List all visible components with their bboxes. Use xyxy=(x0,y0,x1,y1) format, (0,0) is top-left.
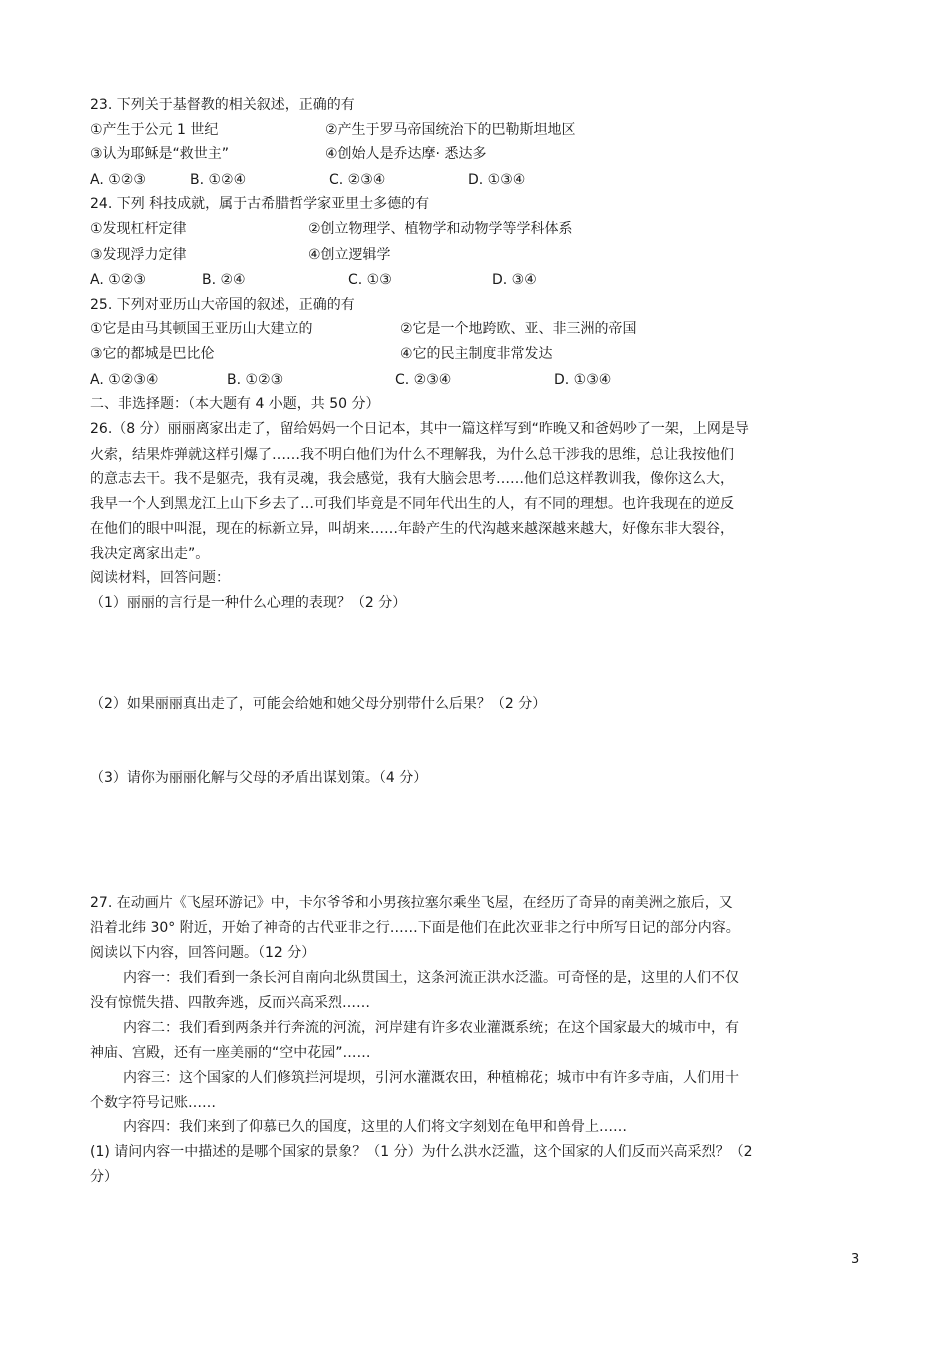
q26-subquestion-1: （1）丽丽的言行是一种什么心理的表现？（2 分） xyxy=(90,595,407,611)
q25-choice-d: D. ①③④ xyxy=(554,372,612,388)
q25-option-4: ④它的民主制度非常发达 xyxy=(400,346,553,362)
q23-option-3: ③认为耶稣是“救世主” xyxy=(90,146,230,162)
q27-content-2-a: 内容二：我们看到两条并行奔流的河流，河岸建有许多农业灌溉系统；在这个国家最大的城市中，有 xyxy=(123,1020,739,1036)
q26-line-5: 在他们的眼中叫混，现在的标新立异，叫胡来……年龄产生的代沟越来越深越来越大，好像东非大裂谷， xyxy=(90,521,734,537)
q23-option-4: ④创始人是乔达摩· 悉达多 xyxy=(325,146,487,162)
q27-line-1: 27. 在动画片《飞屋环游记》中，卡尔爷爷和小男孩拉塞尔乘坐飞屋，在经历了奇异的南美洲之旅后，又 xyxy=(90,895,733,911)
q26-prompt: 阅读材料，回答问题： xyxy=(90,570,230,586)
q25-choice-b: B. ①②③ xyxy=(227,372,284,388)
q26-line-2: 火索，结果炸弹就这样引爆了……我不明白他们为什么不理解我，为什么总干涉我的思维，总让我按他们 xyxy=(90,447,734,463)
q24-choice-c: C. ①③ xyxy=(348,272,392,288)
q26-subquestion-2: （2）如果丽丽真出走了，可能会给她和她父母分别带什么后果？（2 分） xyxy=(90,696,547,712)
q23-choice-c: C. ②③④ xyxy=(329,172,386,188)
q25-choice-a: A. ①②③④ xyxy=(90,372,159,388)
q27-content-2-b: 神庙、宫殿，还有一座美丽的“空中花园”…… xyxy=(90,1045,371,1061)
q26-line-1: 26.（8 分）丽丽离家出走了，留给妈妈一个日记本，其中一篇这样写到“昨晚又和爸妈吵了一架，上网是导 xyxy=(90,421,749,437)
q26-subquestion-3: （3）请你为丽丽化解与父母的矛盾出谋划策。（4 分） xyxy=(90,770,428,786)
q24-option-2: ②创立物理学、植物学和动物学等学科体系 xyxy=(308,221,573,237)
page-number: 3 xyxy=(851,1252,860,1267)
q24-choice-b: B. ②④ xyxy=(202,272,246,288)
q24-choice-a: A. ①②③ xyxy=(90,272,146,288)
q25-option-3: ③它的都城是巴比伦 xyxy=(90,346,215,362)
q27-line-3: 阅读以下内容，回答问题。（12 分） xyxy=(90,945,316,961)
q23-choice-d: D. ①③④ xyxy=(468,172,526,188)
q24-choice-d: D. ③④ xyxy=(492,272,537,288)
q26-line-4: 我早一个人到黑龙江上山下乡去了…可我们毕竟是不同年代出生的人，有不同的理想。也许我现在的逆反 xyxy=(90,496,734,512)
q23-option-2: ②产生于罗马帝国统治下的巴勒斯坦地区 xyxy=(325,122,576,138)
section-2-heading: 二、非选择题：（本大题有 4 小题，共 50 分） xyxy=(90,396,380,412)
q25-option-1: ①它是由马其顿国王亚历山大建立的 xyxy=(90,321,313,337)
q24-option-1: ①发现杠杆定律 xyxy=(90,221,187,237)
q25-choice-c: C. ②③④ xyxy=(395,372,452,388)
q23-option-1: ①产生于公元 1 世纪 xyxy=(90,122,219,138)
q25-option-2: ②它是一个地跨欧、亚、非三洲的帝国 xyxy=(400,321,637,337)
q26-line-3: 的意志去干。我不是躯壳，我有灵魂，我会感觉，我有大脑会思考……他们总这样教训我，像你这么大， xyxy=(90,471,734,487)
q24-stem: 24. 下列 科技成就，属于古希腊哲学家亚里士多德的有 xyxy=(90,196,430,212)
q23-choice-a: A. ①②③ xyxy=(90,172,146,188)
q25-stem: 25. 下列对亚历山大帝国的叙述，正确的有 xyxy=(90,297,355,313)
q23-choice-b: B. ①②④ xyxy=(190,172,247,188)
q27-content-1-a: 内容一：我们看到一条长河自南向北纵贯国土，这条河流正洪水泛滥。可奇怪的是，这里的人们不仅 xyxy=(123,970,739,986)
q27-subquestion-1-b: 分） xyxy=(90,1169,118,1185)
q27-subquestion-1-a: (1) 请问内容一中描述的是哪个国家的景象？（1 分）为什么洪水泛滥，这个国家的人们反而兴高采烈？（2 xyxy=(90,1144,753,1160)
q27-content-3-a: 内容三：这个国家的人们修筑拦河堤坝，引河水灌溉农田，种植棉花；城市中有许多寺庙，人们用十 xyxy=(123,1070,739,1086)
q26-line-6: 我决定离家出走”。 xyxy=(90,546,210,562)
q27-content-3-b: 个数字符号记账…… xyxy=(90,1095,216,1111)
q23-stem: 23. 下列关于基督教的相关叙述，正确的有 xyxy=(90,97,355,113)
q27-content-1-b: 没有惊慌失措、四散奔逃，反而兴高采烈…… xyxy=(90,995,370,1011)
q24-option-4: ④创立逻辑学 xyxy=(308,247,391,263)
q27-line-2: 沿着北纬 30° 附近，开始了神奇的古代亚非之行……下面是他们在此次亚非之行中所写日记的部分内容。 xyxy=(90,920,740,936)
q27-content-4: 内容四：我们来到了仰慕已久的国度，这里的人们将文字刻划在龟甲和兽骨上…… xyxy=(123,1119,627,1135)
q24-option-3: ③发现浮力定律 xyxy=(90,247,187,263)
